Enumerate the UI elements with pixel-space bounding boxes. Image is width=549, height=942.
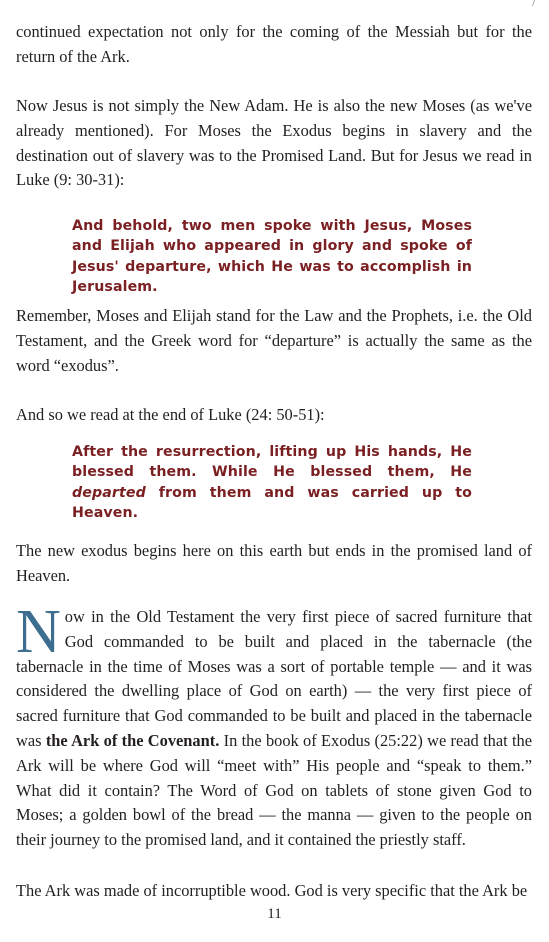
ark-of-covenant-bold: the Ark of the Covenant. — [45, 730, 220, 750]
quote-luke-24-emphasis: departed — [72, 484, 146, 501]
paragraph-end-of-luke: And so we read at the end of Luke (24: 50-51): — [16, 405, 325, 424]
paragraph-ark-return: continued expectation not only for the coming of the Messiah but for the return of the Ark. — [16, 22, 532, 66]
paragraph-ark-of-covenant — [16, 598, 532, 853]
paragraph-new-exodus: The new exodus begins here on this earth but ends in the promised land of Heaven. — [16, 541, 532, 585]
paragraph-incorruptible-wood: The Ark was made of incorruptible wood. God is very specific that the Ark be — [16, 881, 528, 900]
paragraph-law-prophets: Remember, Moses and Elijah stand for the Law and the Prophets, i.e. the Old Testament, and the Greek word for “departure” is actually the same as the word “exodus”. — [16, 306, 532, 375]
page-number: 11 — [267, 906, 282, 922]
page-corner-mark: / — [532, 0, 535, 9]
quote-luke-24-part1: After the resurrection, lifting up His hands, He blessed them. While He blessed them, He — [72, 444, 472, 481]
drop-cap-letter: N — [16, 598, 61, 666]
ark-paragraph-part2: In the book of Exodus (25:22) we read that the Ark will be where God will “meet with” His people and “speak to them.” What did it contain? The Word of God on tablets of stone given God to Moses; a golden bowl of the bread — the manna — given to the people on their journey to the promised land, and it contained the priestly staff. — [16, 730, 532, 850]
paragraph-new-moses: Now Jesus is not simply the New Adam. He is also the new Moses (as we've already mentioned). For Moses the Exodus begins in slavery and the destination out of slavery was to the Promised Land. But for Jesus we read in Luke (9: 30-31): — [16, 96, 532, 190]
ark-paragraph-part1: ow in the Old Testament the very first piece of sacred furniture that God commanded to be built and placed in the tabernacle (the tabernacle in the time of Moses was a sort of portable temple — and it was considered the dwelling place of God on earth) — the very first piece of sacred furniture that God commanded to be built and placed in the tabernacle was — [16, 607, 532, 750]
quote-luke-24-part2: from them and was carried up to Heaven. — [72, 484, 472, 522]
quote-luke-24 — [72, 442, 472, 524]
quote-luke-9: And behold, two men spoke with Jesus, Moses and Elijah who appeared in glory and spoke of Jesus' departure, which He was to accomplish in Jerusalem. — [72, 218, 472, 296]
